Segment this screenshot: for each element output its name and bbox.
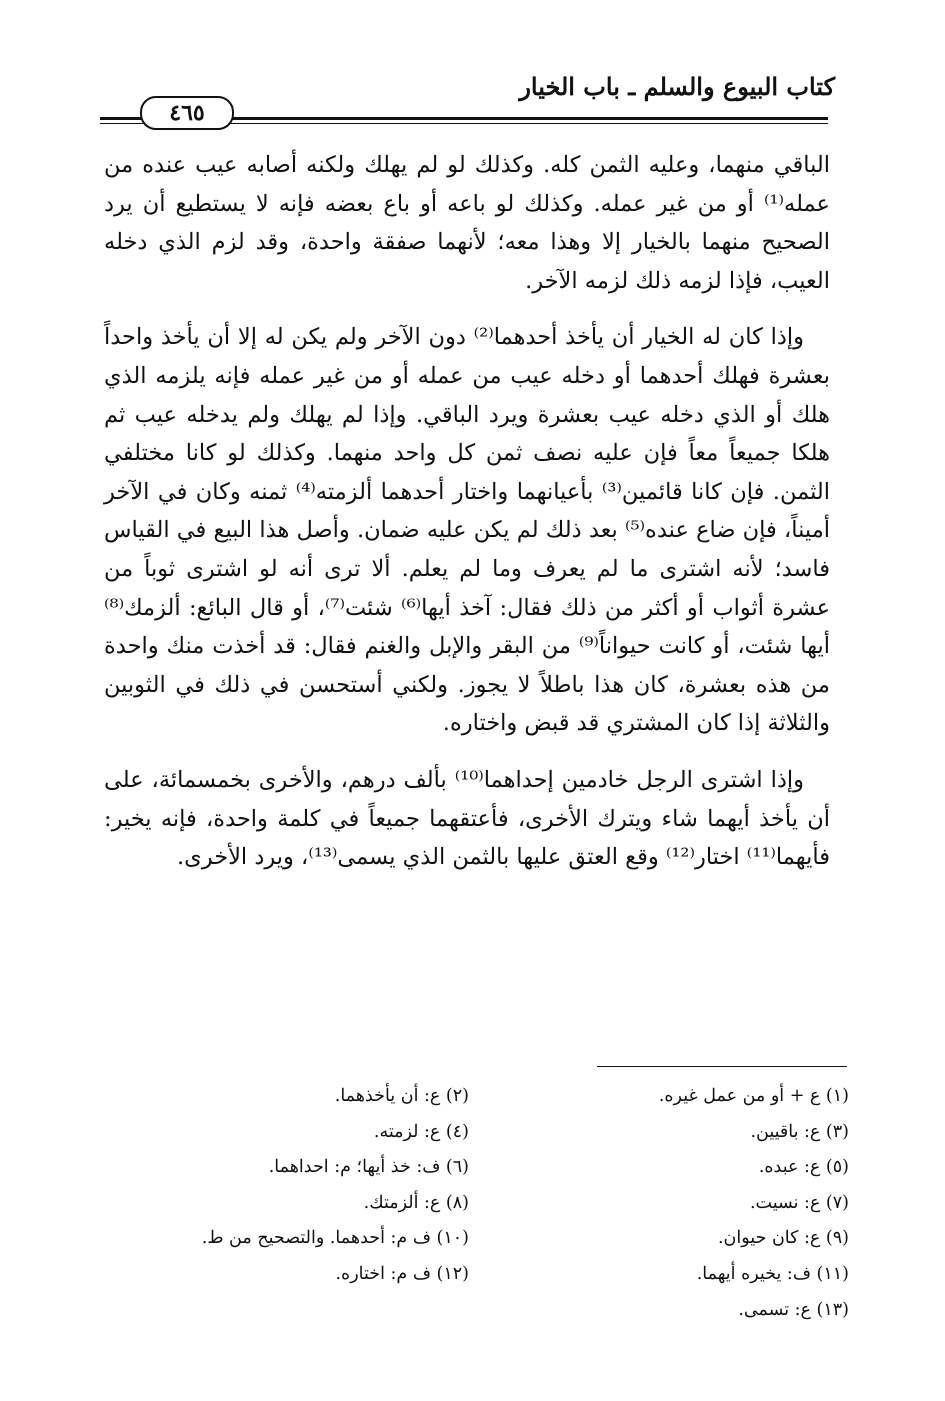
footnote-2: (٢) ع: أن يأخذهما. [334, 1086, 469, 1106]
footnote-7: (٧) ع: نسيت. [749, 1192, 849, 1213]
footnote-11: (١١) ف: يخيره أيهما. [696, 1263, 849, 1284]
footnotes-right-column [519, 1079, 849, 1328]
paragraph-2: وإذا كان له الخيار أن يأخذ أحدهما⁽²⁾ دون الآخر ولم يكن له إلا أن يأخذ واحداً بعشرة فهلك أحدهما أو دخله عيب من عمله أو من غير عمله فإنه يلزمه الذي هلك أو الذي دخله عيب بعشرة ويرد الباقي. وإذا لم يهلك ولم يدخله عيب ثم هلكا جميعاً معاً فإن عليه نصف ثمن كل واحد منهما. وكذلك لو كانا مختلفي الثمن. فإن كانا قائمين⁽³⁾ بأعيانهما واختار أحدهما ألزمته⁽⁴⁾ ثمنه وكان في الآخر أميناً، فإن ضاع عنده⁽⁵⁾ بعد ذلك لم يكن عليه ضمان. وأصل هذا البيع في القياس فاسد؛ لأنه اشترى ما لم يعرف وما لم يعلم. ألا ترى أنه لو اشترى ثوباً من عشرة أثواب أو أكثر من ذلك فقال: آخذ أيها⁽⁶⁾ شئت⁽⁷⁾، أو قال البائع: ألزمك⁽⁸⁾ أيها شئت، أو كانت حيواناً⁽⁹⁾ من البقر والإبل والغنم فقال: قد أخذت منك واحدة من هذه بعشرة، كان هذا باطلاً لا يجوز. ولكني أستحسن في ذلك في الثوبين والثلاثة إذا كان المشتري قد قبض واختاره. [104, 324, 830, 737]
footnote-10: (١٠) ف م: أحدهما. والتصحيح من ط. [201, 1228, 469, 1249]
footnote-8: (٨) ع: ألزمتك. [363, 1192, 469, 1213]
footnote-1: (١) ع + أو من عمل غيره. [658, 1086, 849, 1106]
footnote-13: (١٣) ع: تسمى. [738, 1299, 849, 1320]
footnote-5: (٥) ع: عبده. [758, 1157, 849, 1178]
running-title: كتاب البيوع والسلم ـ باب الخيار [519, 72, 835, 101]
page-number: ٤٦٥ [140, 96, 234, 130]
paragraph-3: وإذا اشترى الرجل خادمين إحداهما⁽¹⁰⁾ بألف درهم، والأخرى بخمسمائة، على أن يأخذ أيهما شاء ويترك الأخرى، فأعتقهما جميعاً في كلمة واحدة، فإنه يخير: فأيهما⁽¹¹⁾ اختار⁽¹²⁾ وقع العتق عليها بالثمن الذي يسمى⁽¹³⁾، ويرد الأخرى. [104, 766, 830, 871]
footnote-4: (٤) ع: لزمته. [373, 1121, 469, 1142]
footnote-12: (١٢) ف م: اختاره. [335, 1263, 469, 1284]
footnotes-left-column [89, 1079, 469, 1293]
paragraph-1: الباقي منهما، وعليه الثمن كله. وكذلك لو لم يهلك ولكنه أصابه عيب عنده من عمله⁽¹⁾ أو من غير عمله. وكذلك لو باعه أو باع بعضه فإنه لا يستطيع أن يرد الصحيح منهما بالخيار إلا وهذا معه؛ لأنهما صفقة واحدة، وقد لزم الذي دخله العيب، فإذا لزمه ذلك لزمه الآخر. [104, 152, 830, 294]
footnote-separator [597, 1066, 847, 1067]
footnote-9: (٩) ع: كان حيوان. [717, 1228, 849, 1249]
footnote-3: (٣) ع: باقيين. [750, 1121, 849, 1142]
body-text [104, 146, 830, 877]
footnote-6: (٦) ف: خذ أيها؛ م: احداهما. [268, 1157, 469, 1178]
